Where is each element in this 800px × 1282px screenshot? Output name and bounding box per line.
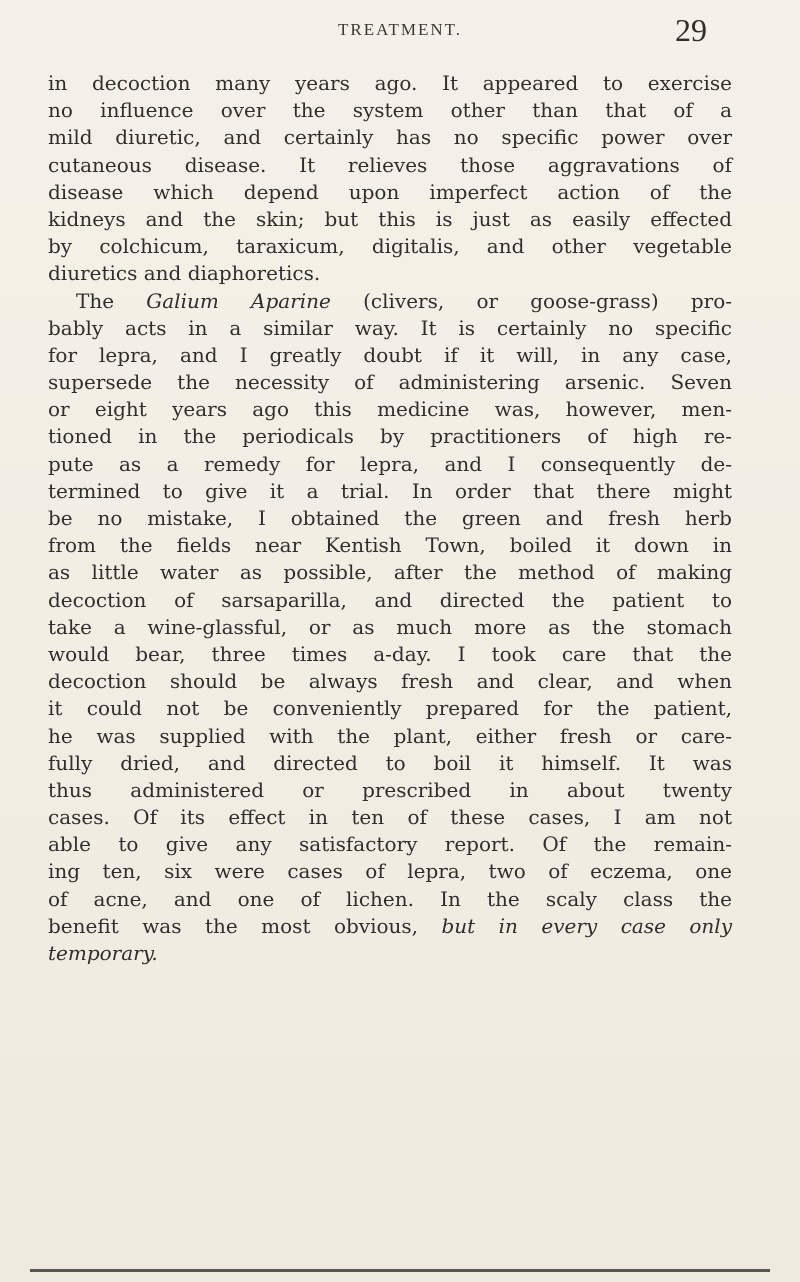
text-line: termined to give it a trial. In order that there might (48, 478, 732, 503)
page-number: 29 (675, 12, 707, 48)
text-line: kidneys and the skin; but this is just as easily effected (48, 206, 732, 231)
text-line: bably acts in a similar way. It is certainly no specific (48, 315, 732, 340)
text-line: would bear, three times a-day. I took care that the (48, 641, 732, 666)
text-line: of acne, and one of lichen. In the scaly class the (48, 886, 732, 911)
text-line: from the fields near Kentish Town, boiled it down in (48, 533, 732, 558)
text-line: by colchicum, taraxicum, digitalis, and other vegetable (48, 234, 732, 259)
text-line: for lepra, and I greatly doubt if it will, in any case, (48, 342, 732, 367)
body-text (48, 70, 732, 967)
italic-text: but in every case only (441, 913, 732, 938)
text-line: it could not be conveniently prepared for the patient, (48, 696, 732, 721)
text-line: pute as a remedy for lepra, and I consequently de- (48, 451, 732, 476)
italic-text: temporary. (48, 941, 158, 965)
text-line: tioned in the periodicals by practitioners of high re- (48, 424, 732, 449)
text-line: benefit was the most obvious, but in every case only (48, 913, 732, 938)
text-line: disease which depend upon imperfect action of the (48, 179, 732, 204)
text-line: The Galium Aparine (clivers, or goose-grass) pro- (76, 288, 732, 313)
text-line: mild diuretic, and certainly has no specific power over (48, 125, 732, 150)
text-line: thus administered or prescribed in about twenty (48, 777, 732, 802)
bottom-rule (30, 1269, 770, 1272)
text-line: take a wine-glassful, or as much more as the stomach (48, 614, 732, 639)
italic-text: Galium Aparine (146, 288, 331, 313)
text-line: in decoction many years ago. It appeared to exercise (48, 71, 732, 95)
text-line: fully dried, and directed to boil it himself. It was (48, 750, 732, 775)
text-line: diuretics and diaphoretics. (48, 261, 321, 286)
text-line: decoction of sarsaparilla, and directed the patient to (48, 587, 732, 612)
text-line (48, 940, 732, 967)
text-line: decoction should be always fresh and clear, and when (48, 669, 732, 694)
text-line: supersede the necessity of administering arsenic. Seven (48, 370, 732, 395)
running-head: TREATMENT. (337, 20, 463, 39)
text-line: as little water as possible, after the method of making (48, 560, 732, 585)
text-line: cases. Of its effect in ten of these cases, I am not (48, 805, 732, 830)
text-line: or eight years ago this medicine was, however, men- (48, 397, 732, 422)
text-line: no influence over the system other than that of a (48, 98, 732, 123)
text-line: able to give any satisfactory report. Of the remain- (48, 832, 732, 857)
text-line: he was supplied with the plant, either fresh or care- (48, 723, 732, 748)
text-line: ing ten, six were cases of lepra, two of eczema, one (48, 859, 732, 884)
text-line: be no mistake, I obtained the green and fresh herb (48, 506, 732, 530)
text-line: cutaneous disease. It relieves those aggravations of (48, 152, 732, 177)
